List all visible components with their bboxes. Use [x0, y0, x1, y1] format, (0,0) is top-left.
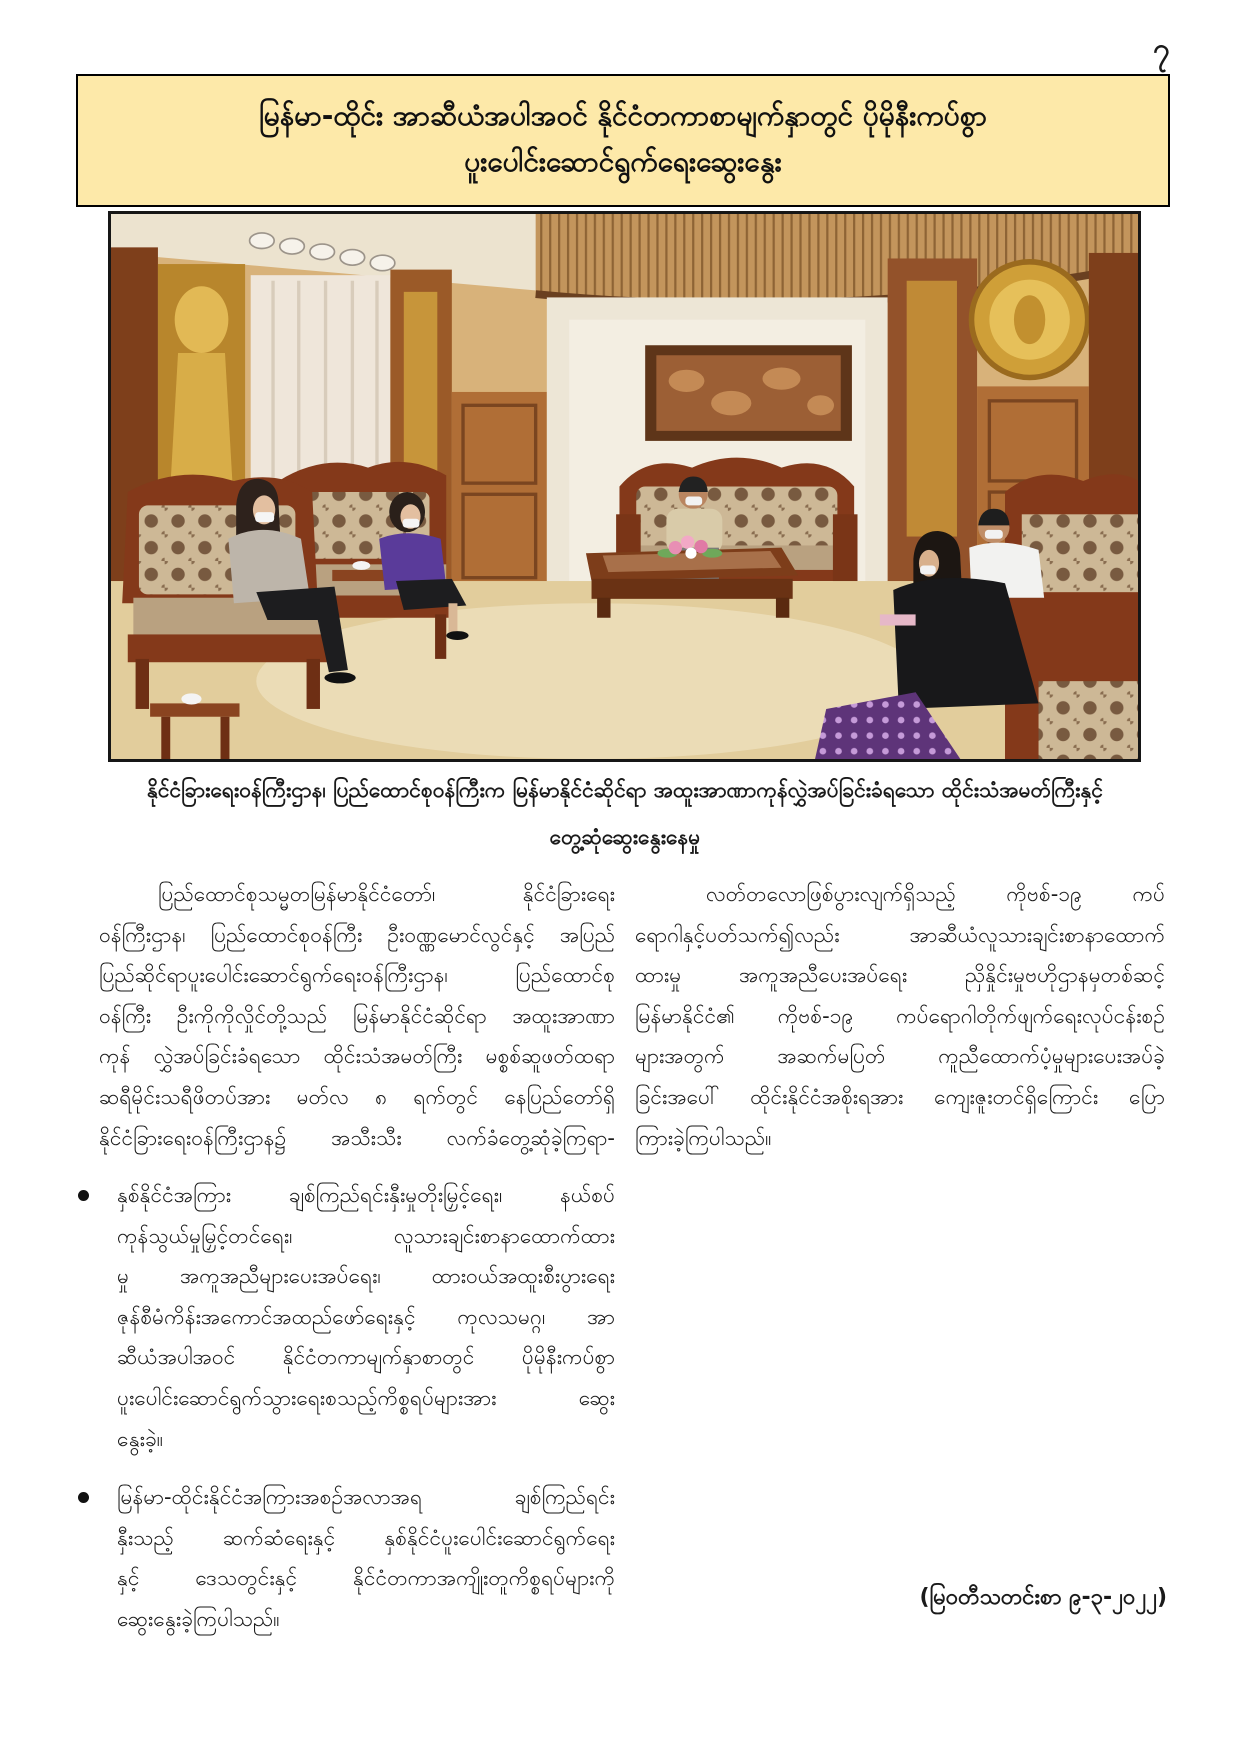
- flower: [694, 540, 707, 553]
- bullet-line: နှင့် ဒေသတွင်းနှင့် နိုင်ငံတကာအကျိုးတူကိစ္စရပ်များကို: [117, 1566, 615, 1591]
- bullet-line: မှု အကူအညီများပေးအပ်ရေး၊ ထားဝယ်အထူးစီးပွားရေး: [117, 1264, 615, 1289]
- bullet-line: နွေးခဲ့။: [117, 1426, 164, 1451]
- photo-chair-right: [1005, 474, 1138, 759]
- bullet-line: ကုန်သွယ်မှုမြှင့်တင်ရေး၊ လူသားချင်းစာနာထောက်ထား: [117, 1223, 615, 1248]
- artwork-carving: [711, 391, 751, 415]
- artwork-panel: [656, 355, 840, 431]
- paragraph-line: ဝန်ကြီး ဦးကိုကိုလှိုင်တို့သည် မြန်မာနိုင်ငံဆိုင်ရာ အထူးအာဏာ: [99, 1003, 615, 1028]
- paragraph-line: လတ်တလောဖြစ်ပွားလျက်ရှိသည့် ကိုဗစ်-၁၉ ကပ်: [706, 882, 1165, 906]
- intro-paragraph: [99, 874, 615, 1158]
- meeting-photo-scene: [111, 214, 1138, 759]
- paragraph-line: ခြင်းအပေါ် ထိုင်းနိုင်ငံအစိုးရအား ကျေးဇူးတင်ရှိကြောင်း ပြော: [635, 1084, 1165, 1109]
- bullet-line: မြန်မာ-ထိုင်းနိုင်ငံအကြားအစဉ်အလာအရ ချစ်ကြည်ရင်း: [117, 1485, 615, 1509]
- bullet-line: နှစ်နိုင်ငံအကြား ချစ်ကြည်ရင်းနှီးမှုတိုးမြှင့်ရေး၊ နယ်စပ်: [117, 1183, 615, 1207]
- sconce-light: [370, 255, 395, 271]
- meeting-photo: [108, 211, 1141, 762]
- paragraph-line: ထားမှု အကူအညီပေးအပ်ရေး ညှိနှိုင်းမှုဗဟိုဌာနမှတစ်ဆင့်: [635, 963, 1165, 988]
- face-mask: [255, 512, 274, 522]
- face-mask: [403, 519, 420, 528]
- pillar-gold-inlay: [907, 281, 957, 537]
- door: [452, 392, 547, 592]
- shoe: [446, 631, 468, 640]
- paragraph-line: နိုင်ငံခြားရေးဝန်ကြီးဌာန၌ အသီးသီး လက်ခံတွေ့ဆုံခဲ့ကြရာ-: [99, 1125, 615, 1150]
- flower: [681, 535, 694, 548]
- table-apron: [592, 579, 793, 599]
- bullet-item: [117, 1175, 615, 1459]
- paragraph-line: မြန်မာနိုင်ငံ၏ ကိုဗစ်-၁၉ ကပ်ရောဂါတိုက်ဖျက်ရေးလုပ်ငန်းစဉ်: [635, 1003, 1165, 1028]
- paragraph-line: ကြားခဲ့ကြပါသည်။: [635, 1125, 772, 1150]
- paragraph-line: ဆရီမိုင်းသရီဖိတပ်အား မတ်လ ၈ ရက်တွင် နေပြည်တော်ရှိ: [99, 1084, 615, 1109]
- caption-line: တွေ့ဆုံဆွေးနွေးနေမှု: [549, 825, 701, 849]
- source-citation: (မြဝတီသတင်းစာ ၉-၃-၂၀၂၂): [919, 1585, 1167, 1610]
- shoe: [324, 672, 355, 683]
- chair-cushion: [1039, 681, 1138, 759]
- chair-leg: [307, 659, 320, 709]
- page-number: ၇: [1153, 32, 1170, 67]
- caption-line: နိုင်ငံခြားရေးဝန်ကြီးဌာန၊ ပြည်ထောင်စုဝန်ကြီးက မြန်မာနိုင်ငံဆိုင်ရာ အထူးအာဏာကုန်လွှဲအပ်ခြင်းခံရသော ထိုင်းသံအမတ်ကြီးနှင့်: [147, 778, 1103, 802]
- headline-box: [76, 74, 1170, 207]
- face-mask: [920, 565, 936, 574]
- side-table-top: [332, 570, 390, 581]
- medallion-figure: [1014, 295, 1045, 344]
- bullet-dot-icon: [78, 1190, 89, 1201]
- table-leg: [776, 598, 789, 618]
- bullet-line: ဆီယံအပါအဝင် နိုင်ငံတကာမျက်နှာစာတွင် ပိုမိုနီးကပ်စွာ: [117, 1345, 615, 1370]
- bullet-line: ဇုန်စီမံကိန်းအကောင်အထည်ဖော်ရေးနှင့် ကုလသမဂ္ဂ၊ အာ: [117, 1304, 615, 1329]
- chair-leg: [435, 614, 446, 658]
- photo-gold-medallion: [971, 262, 1087, 378]
- tea-cup: [181, 693, 201, 704]
- artwork-carving: [807, 395, 834, 415]
- table-leg: [597, 598, 610, 618]
- closing-paragraph: [635, 874, 1165, 1158]
- side-table-leg: [161, 717, 170, 759]
- bullet-line: နှီးသည့် ဆက်ဆံရေးနှင့် နှစ်နိုင်ငံပူးပေါင်းဆောင်ရွက်ရေး: [117, 1525, 615, 1550]
- bullet-line: ပူးပေါင်းဆောင်ရွက်သွားရေးစသည့်ကိစ္စရပ်များအား ဆွေး: [117, 1385, 615, 1410]
- side-table-leg: [221, 717, 230, 759]
- sofa-arm: [833, 514, 858, 581]
- paragraph-line: ပြည်ထောင်စုသမ္မတမြန်မာနိုင်ငံတော်၊ နိုင်ငံခြားရေး: [158, 882, 615, 906]
- artwork-carving: [763, 367, 801, 389]
- chair-apron: [128, 634, 329, 662]
- flower: [685, 548, 696, 559]
- bullet-dot-icon: [78, 1492, 89, 1503]
- bullet-item: [117, 1477, 615, 1639]
- paragraph-line: ဝန်ကြီးဌာန၊ ပြည်ထောင်စုဝန်ကြီး ဦးဝဏ္ဏမောင်လွင်နှင့် အပြည်: [99, 922, 615, 947]
- photo-door-left: [452, 392, 547, 592]
- paragraph-line: များအတွက် အဆက်မပြတ် ကူညီထောက်ပံ့မှုများပေးအပ်ခဲ့: [635, 1044, 1165, 1069]
- face-mask: [985, 530, 1003, 539]
- paragraph-line: ပြည်ဆိုင်ရာပူးပေါင်းဆောင်ရွက်ရေးဝန်ကြီးဌာန၊ ပြည်ထောင်စု: [99, 963, 615, 988]
- tea-cup: [352, 561, 370, 570]
- bullet-line: ဆွေးနွေးခဲ့ကြပါသည်။: [117, 1606, 280, 1631]
- chair-leg: [136, 659, 149, 709]
- sconce-light: [280, 238, 305, 254]
- photo-caption: [90, 767, 1160, 861]
- flower: [669, 541, 682, 554]
- headline-line: ပူးပေါင်းဆောင်ရွက်ရေးဆွေးနွေး: [464, 145, 782, 178]
- sconce-light: [310, 244, 335, 260]
- notebook: [880, 614, 916, 625]
- sconce-light: [250, 233, 275, 249]
- face-mask: [685, 497, 702, 506]
- deity-halo: [175, 286, 229, 353]
- headline-line: မြန်မာ-ထိုင်း အာဆီယံအပါအဝင် နိုင်ငံတကာစာမျက်နှာတွင် ပိုမိုနီးကပ်စွာ: [259, 99, 987, 132]
- side-table-top: [150, 703, 239, 716]
- artwork-carving: [669, 370, 705, 392]
- photo-carved-artwork: [645, 345, 852, 441]
- sconce-light: [340, 250, 365, 266]
- paragraph-line: ရောဂါနှင့်ပတ်သက်၍လည်း အာဆီယံလူသားချင်းစာနာထောက်: [635, 922, 1165, 947]
- paragraph-line: ကုန် လွှဲအပ်ခြင်းခံရသော ထိုင်းသံအမတ်ကြီး မစ္စစ်ဆူဖတ်ထရာ: [99, 1044, 615, 1069]
- leg: [448, 603, 457, 632]
